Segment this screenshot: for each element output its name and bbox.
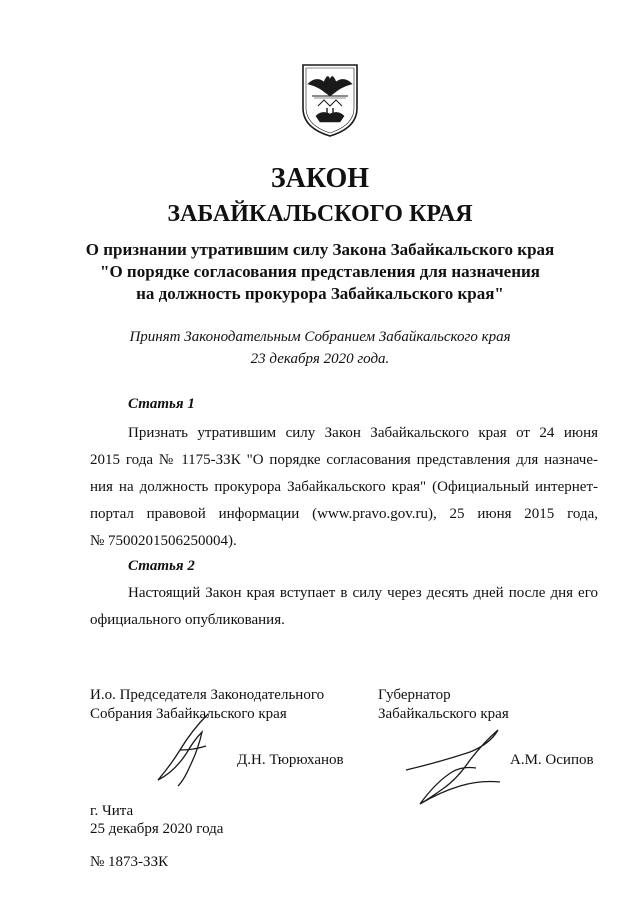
document-title: ЗАКОН	[270, 163, 370, 194]
subtitle-line: "О порядке согласования представления для назначения	[100, 262, 540, 281]
handwritten-signature-right	[400, 722, 510, 817]
paragraph-line: официального опубликования.	[90, 612, 285, 628]
left-signatory-title: И.о. Председателя Законодательного	[90, 687, 325, 703]
adoption-date: 23 декабря 2020 года.	[250, 351, 390, 367]
paragraph-line: Настоящий Закон края вступает в силу через десять дней после дня его	[128, 585, 598, 601]
left-signatory-name: Д.Н. Тюрюханов	[237, 752, 344, 768]
law-number: № 1873-ЗЗК	[90, 854, 169, 870]
paragraph-line: Признать утратившим силу Закон Забайкальского края от 24 июня	[128, 425, 598, 441]
right-signatory-title: Забайкальского края	[378, 706, 509, 722]
place-of-signing: г. Чита	[90, 803, 134, 819]
signing-date: 25 декабря 2020 года	[90, 821, 224, 837]
article-heading: Статья 1	[128, 396, 195, 412]
handwritten-signature-left	[150, 710, 230, 795]
document-title-region: ЗАБАЙКАЛЬСКОГО КРАЯ	[167, 201, 473, 227]
article-heading: Статья 2	[128, 558, 195, 574]
subtitle-line: на должность прокурора Забайкальского края"	[136, 284, 504, 303]
subtitle-line: О признании утратившим силу Закона Забайкальского края	[85, 240, 555, 259]
right-signatory-title: Губернатор	[378, 687, 451, 703]
article-1-text	[90, 420, 598, 555]
paragraph-line: № 7500201506250004).	[90, 533, 237, 549]
article-2-text	[90, 580, 598, 634]
left-signatory-title: Собрания Забайкальского края	[90, 706, 287, 722]
paragraph-line: ния на должность прокурора Забайкальского края" (Официальный интернет-	[90, 479, 598, 495]
paragraph-line: портал правовой информации (www.pravo.gov.ru), 25 июня 2015 года,	[90, 506, 598, 522]
right-signatory-name: А.М. Осипов	[510, 752, 594, 768]
paragraph-line: 2015 года № 1175-ЗЗК "О порядке согласования представления для назначе-	[90, 452, 598, 468]
adoption-note: Принят Законодательным Собранием Забайкальского края	[129, 329, 511, 345]
coat-of-arms-emblem-icon	[300, 62, 360, 138]
